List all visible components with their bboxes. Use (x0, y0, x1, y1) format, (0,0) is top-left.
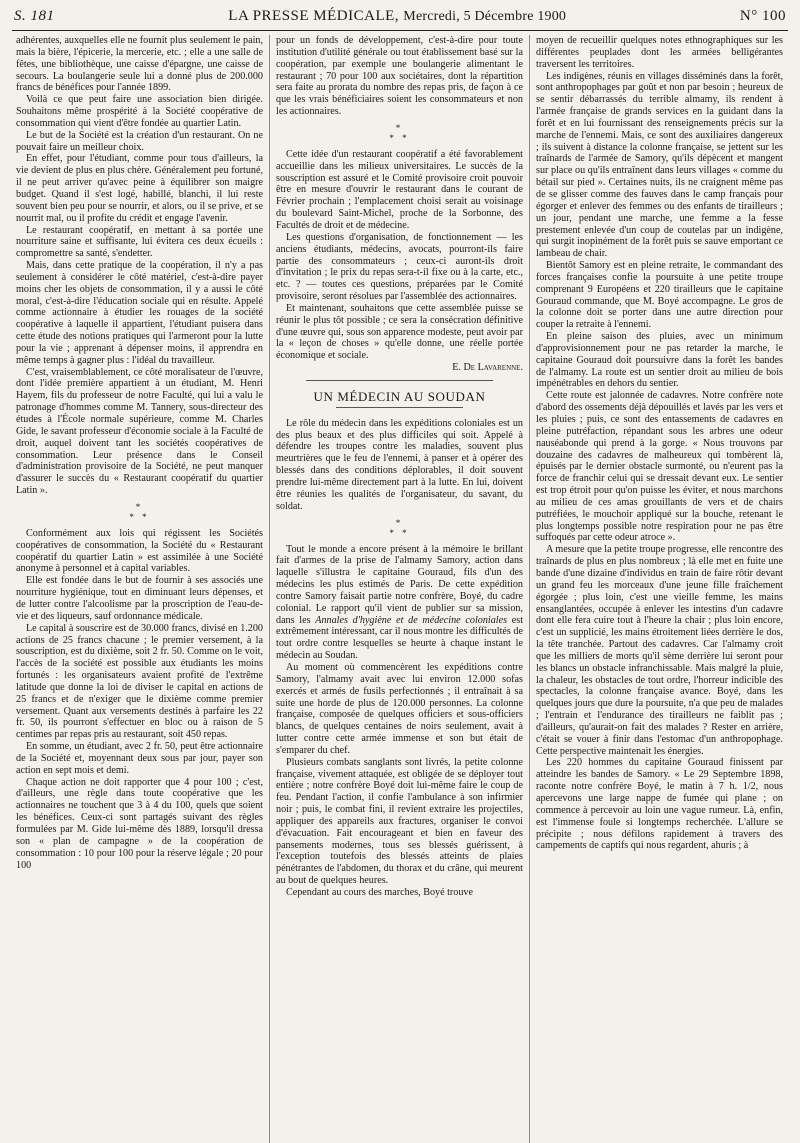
section-divider-stars: * * * (129, 501, 150, 522)
paragraph: C'est, vraisemblablement, ce côté moralisateur de l'œuvre, dont l'idée première appartient à un étudiant, M. Henri Hayem, fils du professeur de notre Faculté, qui lui a valu le patronage d'hommes comme M. Tannery, sous-directeur des études à l'École normale supérieure, comme M. Charles Gide, le savant professeur d'économie sociale à la Faculté de droit, auquel doivent tant les sociétés coopératives de consommation. Leur présence dans le Conseil d'administration provisoire de la Société, ne peut manquer d'assurer le succès du « Restaurant coopératif du quartier Latin ». (16, 366, 263, 497)
page-number: S. 181 (14, 8, 55, 24)
page-header (12, 8, 788, 31)
paragraph: Le rôle du médecin dans les expéditions coloniales est un des plus beaux et des plus difficiles qui soit. Appelé à défendre les troupes contre les maladies, souvent plus meurtrières que le feu de l'ennemi, à panser et à opérer des blessés dans des conditions déplorables, il doit souvent prendre lui-même directement part à la lutte. En lui, doivent être réunies les qualités de l'organisateur, du savant, du soldat. (276, 417, 523, 512)
paragraph: Plusieurs combats sanglants sont livrés, la petite colonne française, vivement attaquée, est obligée de se déployer tout entière ; notre confrère Boyé doit lui-même faire le coup de feu. Pendant l'action, il confie l'ambulance à son infirmier noir ; puis, le combat fini, il revient extraire les projectiles, appliquer des appareils aux fractures, organiser le convoi d'évacuation. Fait encourageant et bien en faveur des pansements modernes, tous ses blessés guérissent, à l'exception toutefois des blessés atteints de plaies pénétrantes de l'abdomen, du thorax et du crâne, qui meurent au bout de quelques heures. (276, 756, 523, 887)
paragraph: Bientôt Samory est en pleine retraite, le commandant des forces françaises confie la poursuite à une petite troupe comprenant 9 Européens et 220 tirailleurs que le capitaine Gouraud commande, que M. Boyé accompagne. Le gros de la colonne doit se porter dans une autre direction pour couper la retraite à l'ennemi. (536, 260, 783, 331)
paragraph: Les questions d'organisation, de fonctionnement — les anciens étudiants, médecins, avocats, pourront-ils faire partie des consommateurs ; ceux-ci auront-ils droit d'invitation ; le prix du repas sera-t-il fixe ou à la carte, etc., etc. ? — toutes ces questions, préparées par le Comité provisoire, seront résolues par l'assemblée des actionnaires. (276, 231, 523, 303)
paragraph: Elle est fondée dans le but de fournir à ses associés une nourriture hygiénique, tout en diminuant leurs dépenses, et de lutter contre l'alcoolisme par la proscription de l'eau-de-vie et des liqueurs, sauf ordonnance médicale. (16, 575, 263, 622)
paragraph: En somme, un étudiant, avec 2 fr. 50, peut être actionnaire de la Société et, moyennant deux sous par jour, payer son action en sept mois et demi. (16, 741, 263, 776)
text-columns (12, 35, 788, 1143)
section-divider-stars: * * * (389, 122, 410, 143)
paragraph: Voilà ce que peut faire une association bien dirigée. Souhaitons même prospérité à la Société coopérative de consommation qui vient d'être fondée au quartier Latin. (16, 94, 263, 129)
paragraph (276, 544, 523, 662)
paragraph: Cette route est jalonnée de cadavres. Notre confrère note d'abord des ossements déjà dépouillés et lavés par les vers et les pluies ; puis, ce sont des entassements de cadavres en pleine putréfaction, répandant sous les arbres une odeur nauséabonde qui prend à la gorge. « Nous trouvons par douzaine des cadavres de malheureux qui tombèrent là, épuisés par le dernier obstacle surmonté, ou n'eurent pas la force de franchir celui qui se dressait devant eux. Le sentier est trop étroit pour qu'on puisse les éviter, et nous marchons au milieu de ces amas grouillants de vers et de chairs putréfiées, le mouchoir appliqué sur la bouche, retenant le plus longtemps possible notre respiration pour ne pas être suffoqués par cette odeur atroce ». (536, 390, 783, 544)
article-end-rule (306, 380, 493, 381)
paragraph: Le capital à souscrire est de 30.000 francs, divisé en 1.200 actions de 25 francs chacune ; le premier versement, à la souscription, est du dixième, soit 2 fr. 50. Comme on le voit, l'accès de la société est possible aux étudiants les moins fortunés : les organisateurs avaient profité de l'extrême latitude que donne la loi de diviser le capital en actions de 25 francs et de n'exiger que le dixième comme premier versement. Quant aux versements destinés à parfaire les 22 fr. 50, ils pourront s'effectuer en bloc ou à raison de 5 centimes par repas pris au restaurant, soit 450 repas. (16, 622, 263, 741)
issue-date: Mercredi, 5 Décembre 1900 (403, 9, 567, 24)
journal-title (228, 8, 566, 25)
column-3 (532, 35, 787, 1143)
issue-number: N° 100 (739, 8, 786, 24)
column-2 (272, 35, 527, 1143)
paragraph: A mesure que la petite troupe progresse, elle rencontre des traînards de plus en plus nombreux ; là elle met en fuite une bande d'une dizaine d'individus en train de faire rôtir devant un grand feu les morceaux d'une jeune fille fraîchement égorgée ; plus loin, c'est une vieille femme, les mains ensanglantées, occupée à enlever les intestins d'un cadavre dont elle fera cuire tout à l'heure la chair ; plus loin encore, c'est un supplicié, les mains étroitement liées derrière le dos, la tête tranchée. Partout des cadavres. Car l'almamy croit que les milliers de morts qu'il sème derrière lui seront pour les blancs un obstacle infranchissable. Mais malgré la pluie, la chaleur, les obstacles de tout ordre, l'horreur indicible des spectacles, la colonne française avance. Boyé, dans les quelques jours que dure la poursuite, n'a que peu de malades ; l'entrain et l'endurance des tirailleurs ne faiblit pas ; d'ailleurs, qu'aurait-on fait des malades ? Rester en arrière, c'était se vouer à finir dans l'estomac d'un anthropophage. Cette perspective maintenait les énergies. (536, 544, 783, 757)
author-signature: E. De Lavarenne. (452, 362, 523, 374)
paragraph: Le but de la Société est la création d'un restaurant. On ne pouvait faire un meilleur choix. (16, 129, 263, 153)
paragraph: Mais, dans cette pratique de la coopération, il n'y a pas seulement à considérer le côté matériel, c'est-à-dire payer moins cher les objets de consommation, il y a aussi le côté moral, c'est-à-dire l'éducation sociale qui en résulte. Appelé comme actionnaire à étudier les rouages de la société coopérative à laquelle il appartient, l'étudiant puisera dans cette étude des notions pratiques qui l'armeront pour la lutte pour la vie ; apprenant à dépenser moins, il apprendra en même temps à gagner plus : l'idéal du travailleur. (16, 260, 263, 366)
paragraph: Cette idée d'un restaurant coopératif a été favorablement accueillie dans les milieux universitaires. Le succès de la souscription est assuré et le Comité provisoire croit pouvoir être en mesure d'ouvrir le restaurant dans le courant de Février prochain ; l'emplacement choisi serait au voisinage du boulevard Saint-Michel, proche de la Sorbonne, des Facultés de droit et de médecine. (276, 148, 523, 231)
section-divider-stars: * * * (389, 517, 410, 538)
article-title: UN MÉDECIN AU SOUDAN (313, 388, 486, 404)
journal-citation: Annales d'hygiène et de médecine coloniales (315, 614, 508, 626)
column-separator (269, 35, 270, 1143)
paragraph-text: Tout le monde a encore présent à la mémoire le brillant fait d'armes de la prise de l'almamy Samory, action dans laquelle s'illustra le capitaine Gouraud, fils d'un des médecins les plus estimés de Paris. De cette expédition contre Samory faisait partie notre confrère, Boyé, du cadre colonial. Le rapport qu'il vient de publier sur sa mission, dans les (276, 543, 523, 626)
paragraph-text: est extrêmement intéressant, car il nous montre les difficultés de tout ordre contre lesquelles se heurte à chaque instant le médecin au Soudan. (276, 614, 524, 662)
paragraph: En effet, pour l'étudiant, comme pour tous d'ailleurs, la vie devient de plus en plus chère. Généralement peu fortuné, il ne peut arriver qu'avec peine à équilibrer son maigre budget. Quand il s'est logé, habillé, blanchi, il lui reste souvent bien peu pour se nourrir, et alors, ou il se prive, et se nourrit mal, ou il profite du crédit et engage l'avenir. (16, 153, 263, 224)
paragraph: Au moment où commencèrent les expéditions contre Samory, l'almamy avait avec lui environ 12.000 sofas exercés et armés de fusils perfectionnés ; il entraînait à sa suite une horde de plus de 120.000 personnes. La colonne française, composée de quelques officiers et sous-officiers blancs, de quelques centaines de noirs seulement, avait à lutter contre cette armée immense et son but était de s'emparer du chef. (276, 661, 523, 756)
paragraph: moyen de recueillir quelques notes ethnographiques sur les différentes peuplades dont les armées belligérantes traversent les territoires. (536, 35, 783, 70)
paragraph: adhérentes, auxquelles elle ne fournit plus seulement le pain, mais la bière, l'épicerie, la mercerie, etc. ; elle a une salle de fêtes, une bibliothèque, une caisse d'épargne, une caisse de secours. La boulangerie seule lui a donné plus de 200.000 francs de bénéfices pour l'année 1899. (16, 35, 263, 94)
paragraph: En pleine saison des pluies, avec un minimum d'approvisionnement pour ne pas retarder la marche, le capitaine Gouraud doit poursuivre dans la forêt les bandes de l'almamy. La route est un sentier droit au milieu de bois impénétrables en dehors du sentier. (536, 331, 783, 390)
paragraph: Et maintenant, souhaitons que cette assemblée puisse se réunir le plus tôt possible ; ce sera la consécration définitive d'une œuvre qui, sous son apparence modeste, peut avoir par la « leçon de choses » qu'elle donne, une réelle portée économique et sociale. (276, 302, 523, 362)
paragraph: Chaque action ne doit rapporter que 4 pour 100 ; c'est, d'ailleurs, une règle dans toute coopérative que les actionnaires ne touchent que 3 à 4 du 100, quels que soient les bénéfices. Ceux-ci sont partagés suivant des règles formulées par M. Gide lui-même dès 1889, lorsqu'il dressa son « plan de campagne » de la coopération de consommation : 10 pour 100 pour la réserve légale ; 20 pour 100 (16, 776, 263, 871)
title-underline (336, 407, 463, 408)
paragraph: Les indigènes, réunis en villages disséminés dans la forêt, sont anthropophages par goût et non par besoin ; heureux de se sentir débarrassés du terrible almamy, ils rendent à l'armée française de grands services en la guidant dans la forêt et en lui fournissant des renseignements précis sur la marche de l'ennemi. Mais, ce sont des auxiliaires dangereux ; ils suivent à distance la colonne française, se jettent sur les traînards de l'armée de Samory, qu'ils dépècent et mangent sur place ou qu'ils entraînent dans leurs villages « comme du bétail sur pied ». Certaines nuits, ils ne craignent même pas de se glisser comme des fauves dans le camp français pour égorger et enlever des femmes ou des enfants de tirailleurs ; un jour, pendant une marche, une femme a la fesse prestement enlevée d'un coup de coutelas par un indigène, qui surgit inopinément de la forêt puis se sauve emportant ce lambeau de chair. (536, 70, 783, 260)
paragraph: Cependant au cours des marches, Boyé trouve (286, 887, 473, 898)
column-separator (529, 35, 530, 1143)
paragraph: Conformément aux lois qui régissent les Sociétés coopératives de consommation, la Société du « Restaurant coopératif du quartier Latin » est assimilée à une Société anonyme à personnel et à capital variables. (16, 527, 263, 575)
paragraph: pour un fonds de développement, c'est-à-dire pour toute institution d'utilité générale ou tout établissement basé sur la coopération, par exemple une boulangerie alimentant le restaurant ; 70 pour 100 aux sociétaires, dont la répartition sera faite au prorata du nombre des repas pris, de façon à ce que les vrais bénéficiaires soient les consommateurs et non les actionnaires. (276, 35, 523, 118)
journal-name: LA PRESSE MÉDICALE, (228, 8, 400, 24)
column-1 (12, 35, 267, 1143)
paragraph: Les 220 hommes du capitaine Gouraud finissent par atteindre les bandes de Samory. « Le 29 Septembre 1898, raconte notre confrère Boyé, le matin à 7 h. 1/2, nous apercevons une large nappe de fumée qui plane ; on commence à percevoir au loin une vague rumeur. Là, enfin, est l'immense foule si longtemps recherchée. L'allure se précipite ; nous défilons rapidement à travers des campements de captifs qui nous regardent, ahuris ; à (536, 757, 783, 852)
paragraph: Le restaurant coopératif, en mettant à sa portée une nourriture saine et suffisante, lui évitera ces deux écueils : compromettre sa santé, s'endetter. (16, 224, 263, 260)
